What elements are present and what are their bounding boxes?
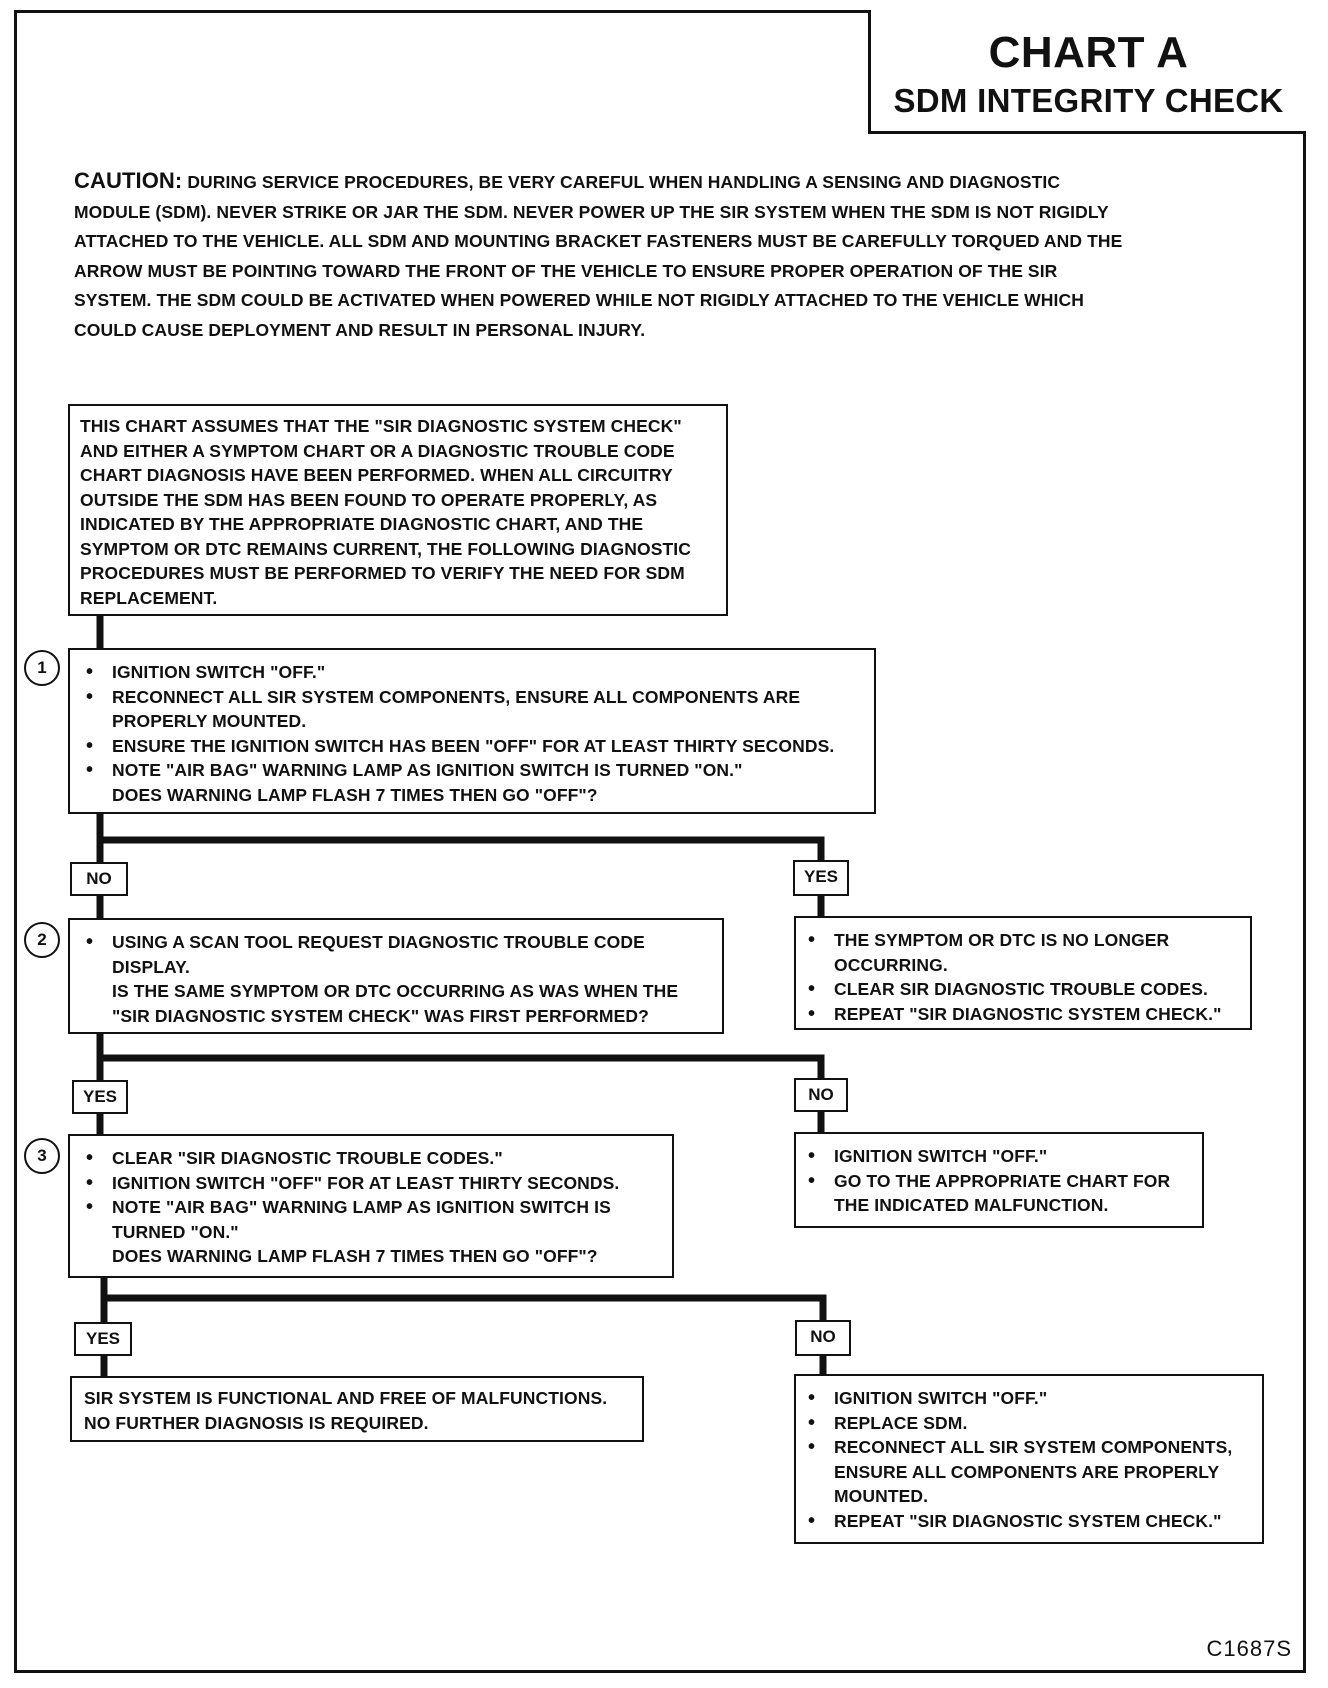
step2-yes-label: YES xyxy=(72,1080,128,1114)
step1-item: • ENSURE THE IGNITION SWITCH HAS BEEN "OFF" FOR AT LEAST THIRTY SECONDS. xyxy=(78,734,866,759)
intro-box xyxy=(68,404,728,616)
chart-title-box xyxy=(868,10,1306,134)
step2-list xyxy=(78,930,714,979)
caution-label: CAUTION: xyxy=(74,168,183,193)
step1-item: • IGNITION SWITCH "OFF." xyxy=(78,660,866,685)
step1-yes-item: • THE SYMPTOM OR DTC IS NO LONGER OCCURRING. xyxy=(800,928,1242,977)
step-number-2: 2 xyxy=(24,922,60,958)
caution-notice xyxy=(74,166,1134,345)
step1-list xyxy=(78,660,866,783)
step3-no-item: • IGNITION SWITCH "OFF." xyxy=(800,1386,1254,1411)
step1-box xyxy=(68,648,876,814)
step1-question: DOES WARNING LAMP FLASH 7 TIMES THEN GO "OFF"? xyxy=(112,784,598,805)
chart-title: CHART A xyxy=(988,28,1189,77)
step1-yes-box xyxy=(794,916,1252,1030)
step3-item: • NOTE "AIR BAG" WARNING LAMP AS IGNITION SWITCH IS TURNED "ON." xyxy=(78,1195,664,1244)
step3-no-item: • RECONNECT ALL SIR SYSTEM COMPONENTS, ENSURE ALL COMPONENTS ARE PROPERLY MOUNTED. xyxy=(800,1435,1254,1509)
intro-text: THIS CHART ASSUMES THAT THE "SIR DIAGNOSTIC SYSTEM CHECK" AND EITHER A SYMPTOM CHART OR A DIAGNOSTIC TROUBLE CODE CHART DIAGNOSIS HAVE BEEN PERFORMED. WHEN ALL CIRCUITRY OUTSIDE THE SDM HAS BEEN FOUND TO OPERATE PROPERLY, AS INDICATED BY THE APPROPRIATE DIAGNOSTIC CHART, AND THE SYMPTOM OR DTC REMAINS CURRENT, THE FOLLOWING DIAGNOSTIC PROCEDURES MUST BE PERFORMED TO VERIFY THE NEED FOR SDM REPLACEMENT. xyxy=(80,416,691,608)
step1-yes-item: • CLEAR SIR DIAGNOSTIC TROUBLE CODES. xyxy=(800,977,1242,1002)
step2-no-item: • GO TO THE APPROPRIATE CHART FOR THE INDICATED MALFUNCTION. xyxy=(800,1169,1194,1218)
step1-item: • NOTE "AIR BAG" WARNING LAMP AS IGNITION SWITCH IS TURNED "ON." xyxy=(78,758,866,783)
step2-question: IS THE SAME SYMPTOM OR DTC OCCURRING AS WAS WHEN THE "SIR DIAGNOSTIC SYSTEM CHECK" WAS FIRST PERFORMED? xyxy=(112,981,679,1026)
step1-no-label: NO xyxy=(70,862,128,896)
step2-no-box xyxy=(794,1132,1204,1228)
step3-list xyxy=(78,1146,664,1244)
step2-no-item: • IGNITION SWITCH "OFF." xyxy=(800,1144,1194,1169)
step3-item: • CLEAR "SIR DIAGNOSTIC TROUBLE CODES." xyxy=(78,1146,664,1171)
step2-box xyxy=(68,918,724,1034)
step3-no-item: • REPEAT "SIR DIAGNOSTIC SYSTEM CHECK." xyxy=(800,1509,1254,1534)
caution-text: DURING SERVICE PROCEDURES, BE VERY CAREFUL WHEN HANDLING A SENSING AND DIAGNOSTIC MODULE (SDM). NEVER STRIKE OR JAR THE SDM. NEVER POWER UP THE SIR SYSTEM WHEN THE SDM IS NOT RIGIDLY ATTACHED TO THE VEHICLE. ALL SDM AND MOUNTING BRACKET FASTENERS MUST BE CAREFULLY TORQUED AND THE ARROW MUST BE POINTING TOWARD THE FRONT OF THE VEHICLE TO ENSURE PROPER OPERATION OF THE SIR SYSTEM. THE SDM COULD BE ACTIVATED WHEN POWERED WHILE NOT RIGIDLY ATTACHED TO THE VEHICLE WHICH COULD CAUSE DEPLOYMENT AND RESULT IN PERSONAL INJURY. xyxy=(74,172,1123,340)
step3-yes-box xyxy=(70,1376,644,1442)
step2-item: • USING A SCAN TOOL REQUEST DIAGNOSTIC TROUBLE CODE DISPLAY. xyxy=(78,930,714,979)
step-number-1: 1 xyxy=(24,650,60,686)
step1-yes-item: • REPEAT "SIR DIAGNOSTIC SYSTEM CHECK." xyxy=(800,1002,1242,1027)
step3-box xyxy=(68,1134,674,1278)
step3-no-box xyxy=(794,1374,1264,1544)
step1-item: • RECONNECT ALL SIR SYSTEM COMPONENTS, ENSURE ALL COMPONENTS ARE PROPERLY MOUNTED. xyxy=(78,685,866,734)
step3-no-item: • REPLACE SDM. xyxy=(800,1411,1254,1436)
figure-code: C1687S xyxy=(1206,1636,1292,1661)
step3-no-label: NO xyxy=(795,1320,851,1356)
step3-yes-text: SIR SYSTEM IS FUNCTIONAL AND FREE OF MALFUNCTIONS. NO FURTHER DIAGNOSIS IS REQUIRED. xyxy=(84,1388,608,1433)
step2-no-list xyxy=(800,1144,1194,1218)
step3-yes-label: YES xyxy=(74,1322,132,1356)
step3-question: DOES WARNING LAMP FLASH 7 TIMES THEN GO "OFF"? xyxy=(112,1246,598,1266)
step3-item: • IGNITION SWITCH "OFF" FOR AT LEAST THIRTY SECONDS. xyxy=(78,1171,664,1196)
step2-no-label: NO xyxy=(794,1078,848,1112)
step3-no-list xyxy=(800,1386,1254,1533)
chart-subtitle: SDM INTEGRITY CHECK xyxy=(893,82,1284,119)
step1-yes-label: YES xyxy=(793,860,849,896)
step1-yes-list xyxy=(800,928,1242,1026)
step-number-3: 3 xyxy=(24,1138,60,1174)
